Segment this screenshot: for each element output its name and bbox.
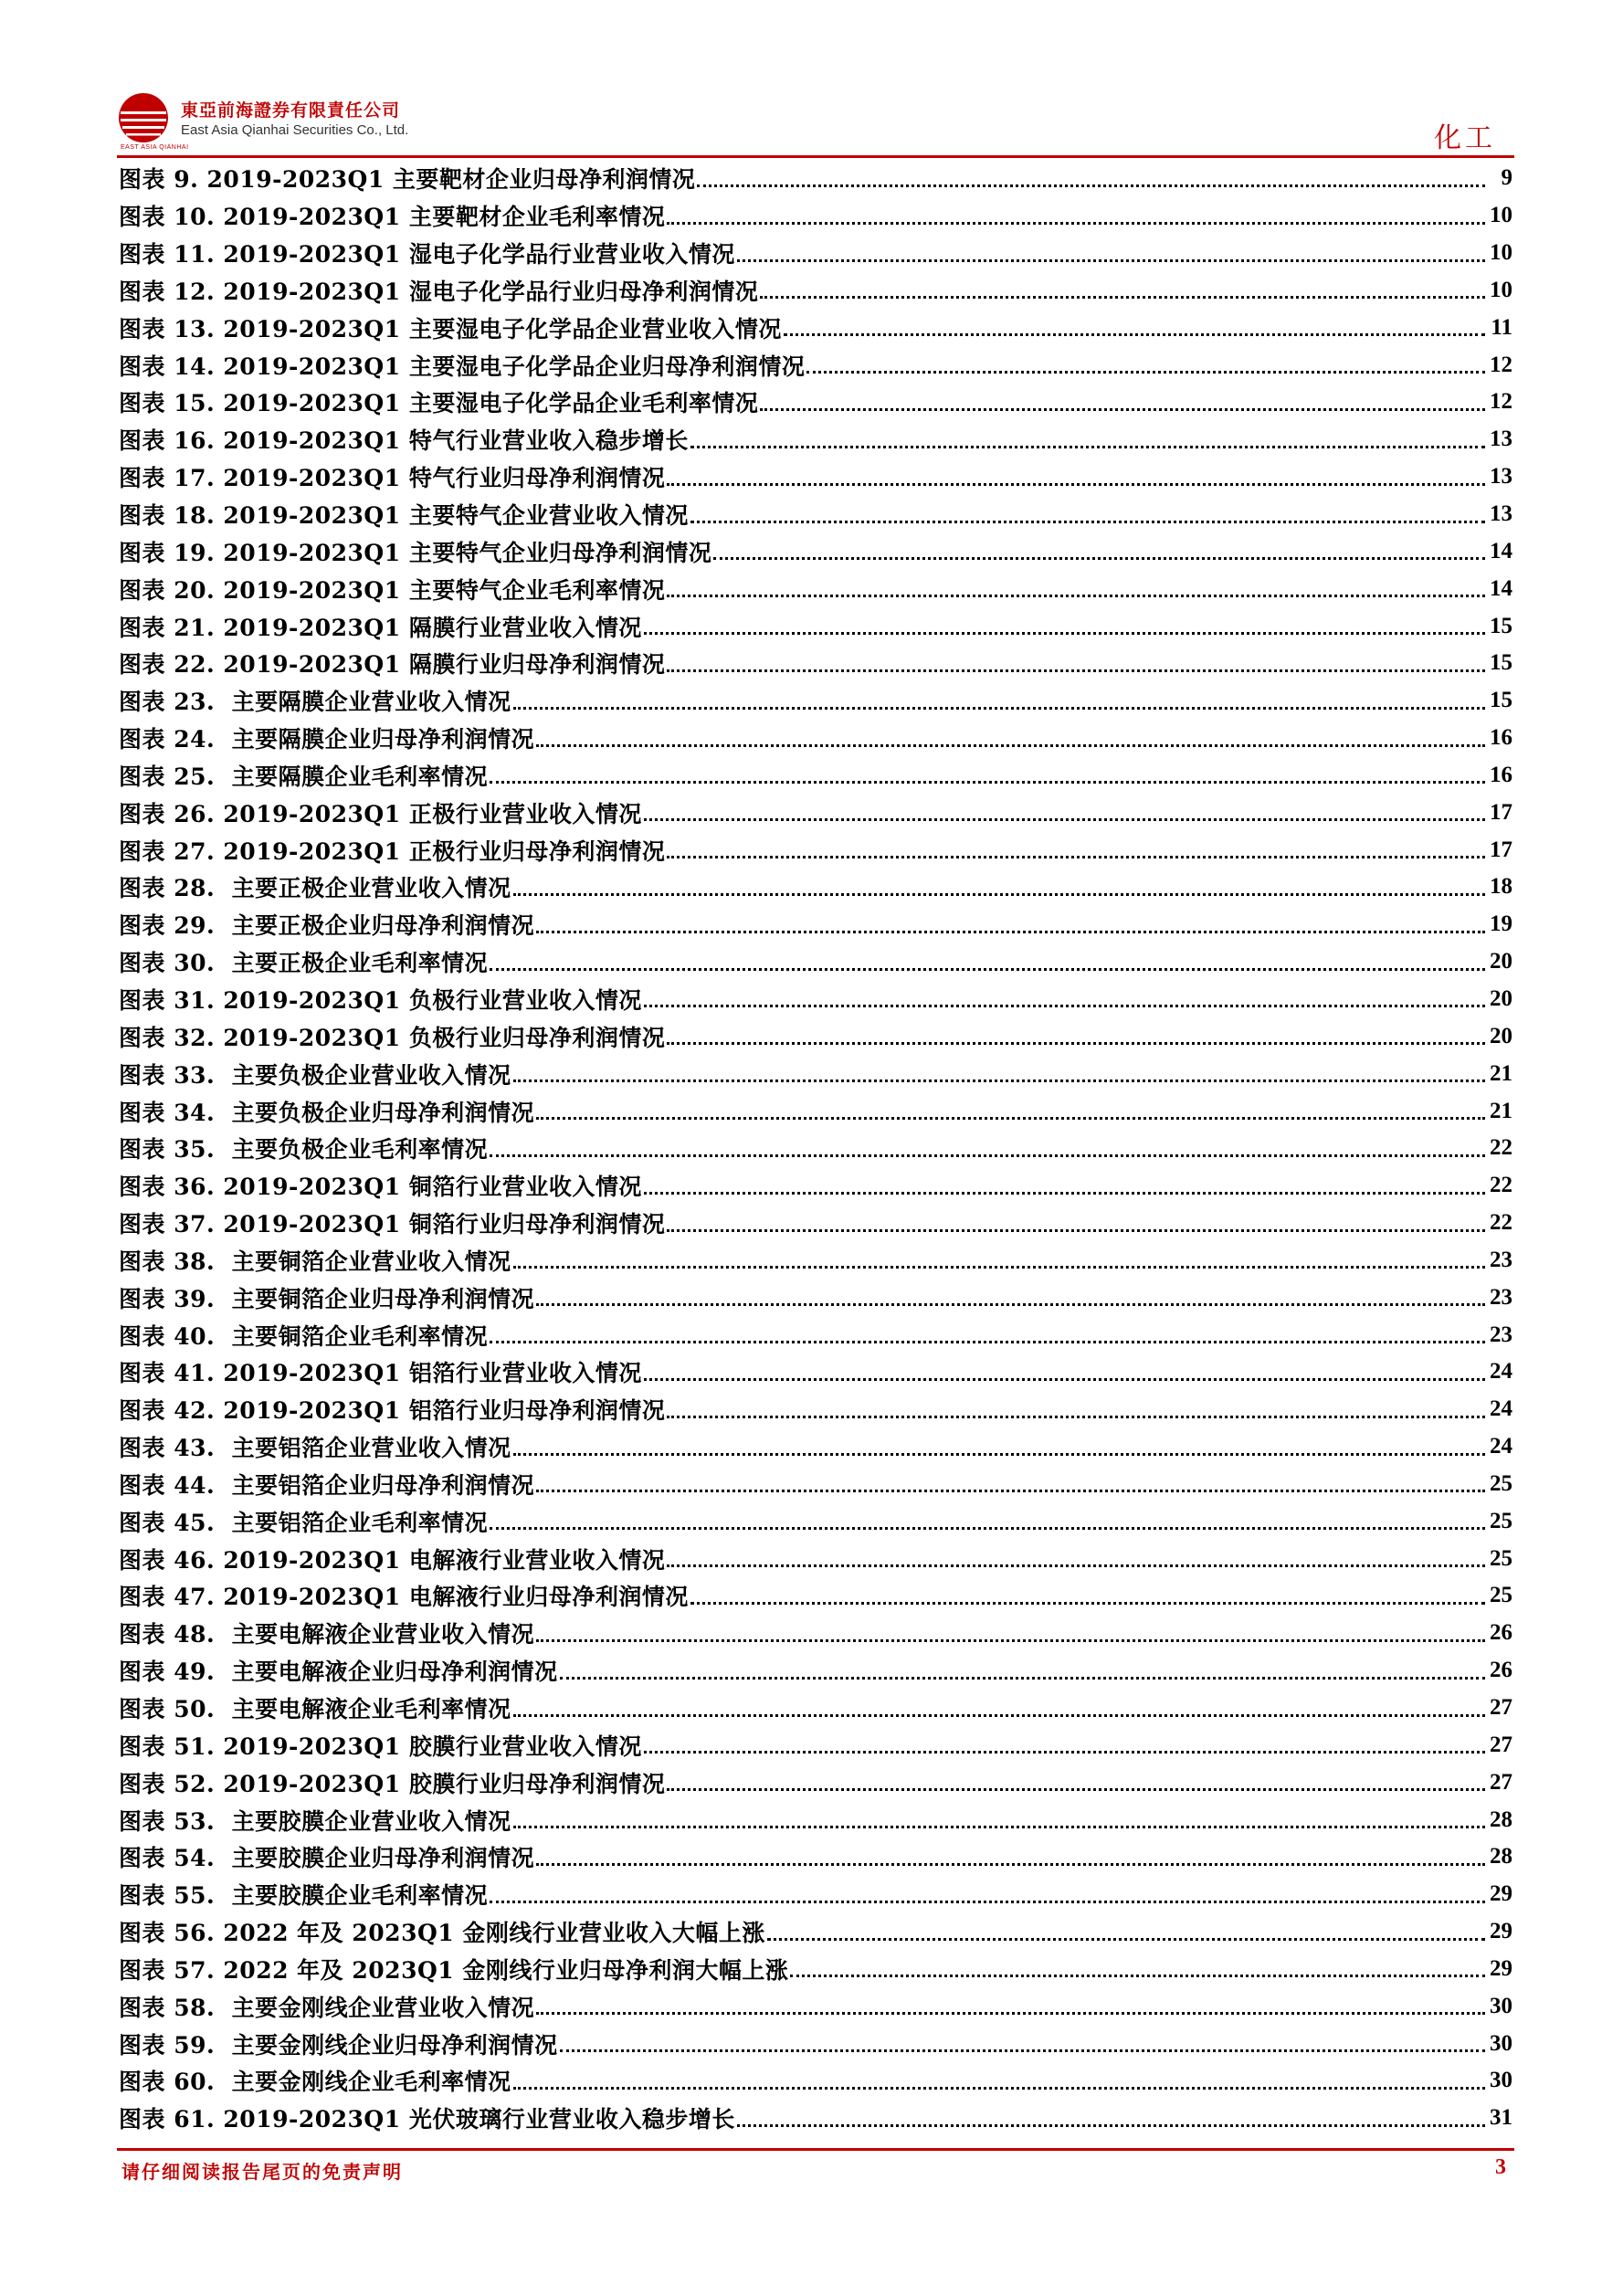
toc-leader-dots bbox=[560, 1677, 1485, 1680]
company-name-en: East Asia Qianhai Securities Co., Ltd. bbox=[181, 122, 409, 138]
toc-entry-page: 28 bbox=[1490, 1844, 1512, 1869]
toc-entry-title: 图表 42. 2019-2023Q1 铝箔行业归母净利润情况 bbox=[119, 1393, 665, 1426]
toc-entry-page: 10 bbox=[1490, 240, 1512, 266]
toc-entry-title: 图表 44. 主要铝箔企业归母净利润情况 bbox=[119, 1468, 534, 1501]
toc-entry-title: 图表 22. 2019-2023Q1 隔膜行业归母净利润情况 bbox=[119, 647, 665, 679]
toc-entry[interactable] bbox=[119, 1726, 1512, 1764]
toc-leader-dots bbox=[513, 707, 1485, 710]
toc-entry-title: 图表 16. 2019-2023Q1 特气行业营业收入稳步增长 bbox=[119, 423, 689, 456]
toc-entry-title: 图表 55. 主要胶膜企业毛利率情况 bbox=[119, 1878, 488, 1911]
toc-leader-dots bbox=[513, 1826, 1485, 1828]
toc-entry[interactable] bbox=[119, 720, 1512, 757]
toc-entry[interactable] bbox=[119, 1466, 1512, 1503]
toc-leader-dots bbox=[490, 781, 1485, 784]
toc-entry-title: 图表 37. 2019-2023Q1 铜箔行业归母净利润情况 bbox=[119, 1206, 665, 1239]
toc-entry-title: 图表 59. 主要金刚线企业归母净利润情况 bbox=[119, 2027, 558, 2060]
toc-entry-page: 29 bbox=[1490, 1881, 1512, 1907]
toc-entry-title: 图表 28. 主要正极企业营业收入情况 bbox=[119, 870, 511, 903]
toc-entry[interactable] bbox=[119, 532, 1512, 570]
toc-entry-page: 30 bbox=[1490, 2068, 1512, 2093]
toc-entry-title: 图表 33. 主要负极企业营业收入情况 bbox=[119, 1058, 511, 1090]
toc-leader-dots bbox=[697, 184, 1485, 187]
toc-entry-title: 图表 48. 主要电解液企业营业收入情况 bbox=[119, 1617, 534, 1649]
toc-entry-title: 图表 27. 2019-2023Q1 正极行业归母净利润情况 bbox=[119, 834, 665, 867]
toc-entry[interactable] bbox=[119, 1764, 1512, 1801]
toc-entry-page: 19 bbox=[1490, 911, 1512, 937]
toc-entry-page: 31 bbox=[1490, 2105, 1512, 2131]
toc-entry-title: 图表 38. 主要铜箔企业营业收入情况 bbox=[119, 1244, 511, 1277]
toc-entry[interactable] bbox=[119, 906, 1512, 943]
toc-entry-page: 20 bbox=[1490, 985, 1512, 1011]
toc-entry-title: 图表 15. 2019-2023Q1 主要湿电子化学品企业毛利率情况 bbox=[119, 385, 758, 418]
toc-entry[interactable] bbox=[119, 1502, 1512, 1540]
toc-leader-dots bbox=[690, 446, 1485, 448]
toc-entry-page: 13 bbox=[1490, 464, 1512, 490]
toc-entry-page: 16 bbox=[1490, 762, 1512, 787]
toc-entry[interactable] bbox=[119, 1391, 1512, 1428]
toc-entry-title: 图表 52. 2019-2023Q1 胶膜行业归母净利润情况 bbox=[119, 1766, 665, 1799]
toc-entry-page: 17 bbox=[1490, 799, 1512, 825]
toc-entry[interactable] bbox=[119, 384, 1512, 421]
toc-entry-title: 图表 17. 2019-2023Q1 特气行业归母净利润情况 bbox=[119, 460, 665, 493]
toc-entry-title: 图表 19. 2019-2023Q1 主要特气企业归母净利润情况 bbox=[119, 535, 711, 568]
toc-leader-dots bbox=[737, 2124, 1485, 2127]
toc-leader-dots bbox=[490, 968, 1485, 971]
toc-leader-dots bbox=[667, 1042, 1485, 1045]
toc-entry-page: 15 bbox=[1490, 613, 1512, 638]
toc-entry-page: 14 bbox=[1490, 575, 1512, 601]
toc-entry-page: 29 bbox=[1490, 1955, 1512, 1981]
toc-entry-title: 图表 41. 2019-2023Q1 铝箔行业营业收入情况 bbox=[119, 1355, 642, 1388]
toc-entry[interactable] bbox=[119, 2025, 1512, 2062]
toc-leader-dots bbox=[513, 1266, 1485, 1269]
toc-entry[interactable] bbox=[119, 1913, 1512, 1951]
toc-leader-dots bbox=[667, 856, 1485, 858]
toc-entry-title: 图表 45. 主要铝箔企业毛利率情况 bbox=[119, 1505, 488, 1538]
toc-entry-page: 12 bbox=[1490, 352, 1512, 377]
toc-entry[interactable] bbox=[119, 1652, 1512, 1690]
toc-entry-page: 15 bbox=[1490, 688, 1512, 713]
toc-entry-title: 图表 50. 主要电解液企业毛利率情况 bbox=[119, 1691, 511, 1724]
toc-entry-title: 图表 57. 2022 年及 2023Q1 金刚线行业归母净利润大幅上涨 bbox=[119, 1953, 788, 1985]
toc-entry-page: 21 bbox=[1490, 1060, 1512, 1086]
toc-leader-dots bbox=[760, 408, 1485, 411]
footer-disclaimer: 请仔细阅读报告尾页的免责声明 bbox=[121, 2161, 403, 2183]
toc-entry-page: 28 bbox=[1490, 1806, 1512, 1832]
toc-entry[interactable] bbox=[119, 1801, 1512, 1838]
toc-entry-page: 23 bbox=[1490, 1322, 1512, 1347]
toc-entry-page: 10 bbox=[1490, 203, 1512, 228]
toc-entry-page: 16 bbox=[1490, 725, 1512, 751]
toc-leader-dots bbox=[644, 632, 1485, 635]
toc-entry[interactable] bbox=[119, 981, 1512, 1018]
toc-leader-dots bbox=[536, 744, 1485, 747]
table-of-figures bbox=[119, 160, 1512, 2137]
toc-leader-dots bbox=[667, 222, 1485, 225]
toc-entry-title: 图表 49. 主要电解液企业归母净利润情况 bbox=[119, 1654, 558, 1687]
toc-entry-title: 图表 43. 主要铝箔企业营业收入情况 bbox=[119, 1430, 511, 1463]
toc-entry-page: 25 bbox=[1490, 1470, 1512, 1496]
toc-leader-dots bbox=[806, 371, 1485, 374]
toc-leader-dots bbox=[536, 2012, 1485, 2015]
toc-leader-dots bbox=[784, 333, 1485, 336]
toc-leader-dots bbox=[760, 296, 1485, 299]
toc-entry-title: 图表 10. 2019-2023Q1 主要靶材企业毛利率情况 bbox=[119, 199, 665, 232]
toc-entry[interactable] bbox=[119, 1615, 1512, 1652]
toc-leader-dots bbox=[536, 1639, 1485, 1642]
toc-leader-dots bbox=[513, 1714, 1485, 1717]
toc-leader-dots bbox=[644, 1005, 1485, 1007]
toc-leader-dots bbox=[536, 1863, 1485, 1866]
toc-entry[interactable] bbox=[119, 1205, 1512, 1242]
toc-entry-page: 10 bbox=[1490, 277, 1512, 302]
toc-entry[interactable] bbox=[119, 1540, 1512, 1577]
toc-entry[interactable] bbox=[119, 869, 1512, 906]
toc-entry[interactable] bbox=[119, 1987, 1512, 2025]
toc-entry-page: 25 bbox=[1490, 1508, 1512, 1533]
toc-entry-page: 13 bbox=[1490, 427, 1512, 452]
toc-entry-title: 图表 46. 2019-2023Q1 电解液行业营业收入情况 bbox=[119, 1543, 665, 1575]
toc-entry-title: 图表 9. 2019-2023Q1 主要靶材企业归母净利润情况 bbox=[119, 162, 695, 195]
toc-leader-dots bbox=[536, 931, 1485, 933]
page-header bbox=[117, 90, 1514, 163]
toc-entry-page: 22 bbox=[1490, 1135, 1512, 1161]
toc-entry-title: 图表 56. 2022 年及 2023Q1 金刚线行业营业收入大幅上涨 bbox=[119, 1915, 765, 1948]
toc-entry-title: 图表 58. 主要金刚线企业营业收入情况 bbox=[119, 1990, 534, 2023]
toc-entry[interactable] bbox=[119, 1279, 1512, 1316]
toc-entry[interactable] bbox=[119, 496, 1512, 533]
footer-divider bbox=[117, 2148, 1514, 2151]
toc-entry-page: 30 bbox=[1490, 1993, 1512, 2018]
toc-entry[interactable] bbox=[119, 831, 1512, 869]
toc-entry[interactable] bbox=[119, 1838, 1512, 1876]
toc-entry-title: 图表 34. 主要负极企业归母净利润情况 bbox=[119, 1095, 534, 1128]
toc-entry-page: 29 bbox=[1490, 1919, 1512, 1944]
toc-entry[interactable] bbox=[119, 1316, 1512, 1353]
toc-entry-page: 26 bbox=[1490, 1620, 1512, 1646]
toc-leader-dots bbox=[767, 1938, 1485, 1941]
toc-entry-title: 图表 13. 2019-2023Q1 主要湿电子化学品企业营业收入情况 bbox=[119, 311, 782, 344]
toc-leader-dots bbox=[667, 595, 1485, 597]
toc-entry-title: 图表 12. 2019-2023Q1 湿电子化学品行业归母净利润情况 bbox=[119, 274, 758, 307]
toc-leader-dots bbox=[513, 893, 1485, 896]
toc-leader-dots bbox=[536, 1490, 1485, 1492]
toc-entry[interactable] bbox=[119, 1130, 1512, 1167]
toc-entry[interactable] bbox=[119, 1353, 1512, 1391]
toc-entry-title: 图表 36. 2019-2023Q1 铜箔行业营业收入情况 bbox=[119, 1169, 642, 1202]
toc-entry-title: 图表 18. 2019-2023Q1 主要特气企业营业收入情况 bbox=[119, 498, 689, 531]
toc-entry-page: 22 bbox=[1490, 1173, 1512, 1198]
toc-entry-page: 17 bbox=[1490, 837, 1512, 862]
toc-entry-page: 25 bbox=[1490, 1545, 1512, 1571]
toc-entry[interactable] bbox=[119, 272, 1512, 310]
toc-entry[interactable] bbox=[119, 421, 1512, 458]
toc-leader-dots bbox=[667, 1788, 1485, 1791]
toc-entry[interactable] bbox=[119, 1017, 1512, 1055]
toc-leader-dots bbox=[667, 1564, 1485, 1567]
toc-entry-page: 23 bbox=[1490, 1247, 1512, 1272]
toc-entry-page: 24 bbox=[1490, 1396, 1512, 1422]
toc-entry[interactable] bbox=[119, 1577, 1512, 1615]
toc-leader-dots bbox=[667, 483, 1485, 486]
toc-leader-dots bbox=[644, 818, 1485, 821]
toc-entry-page: 24 bbox=[1490, 1434, 1512, 1459]
toc-leader-dots bbox=[667, 669, 1485, 672]
toc-entry-page: 15 bbox=[1490, 650, 1512, 676]
page-number: 3 bbox=[1495, 2155, 1506, 2179]
toc-entry[interactable] bbox=[119, 1428, 1512, 1466]
toc-entry-title: 图表 14. 2019-2023Q1 主要湿电子化学品企业归母净利润情况 bbox=[119, 349, 805, 382]
toc-leader-dots bbox=[513, 1080, 1485, 1082]
toc-entry-title: 图表 40. 主要铜箔企业毛利率情况 bbox=[119, 1319, 488, 1352]
toc-entry-title: 图表 32. 2019-2023Q1 负极行业归母净利润情况 bbox=[119, 1020, 665, 1053]
toc-entry[interactable] bbox=[119, 235, 1512, 272]
logo-caption: EAST ASIA QIANHAI bbox=[121, 144, 189, 151]
toc-entry[interactable] bbox=[119, 1055, 1512, 1092]
toc-entry-page: 27 bbox=[1490, 1769, 1512, 1795]
toc-entry[interactable] bbox=[119, 1876, 1512, 1913]
toc-entry[interactable] bbox=[119, 458, 1512, 496]
toc-entry-page: 27 bbox=[1490, 1732, 1512, 1757]
toc-entry-page: 22 bbox=[1490, 1210, 1512, 1236]
toc-entry-page: 21 bbox=[1490, 1098, 1512, 1123]
toc-entry-page: 23 bbox=[1490, 1284, 1512, 1310]
header-divider bbox=[117, 155, 1514, 158]
toc-leader-dots bbox=[737, 259, 1485, 262]
toc-leader-dots bbox=[644, 1192, 1485, 1195]
toc-entry[interactable] bbox=[119, 757, 1512, 795]
toc-entry-title: 图表 47. 2019-2023Q1 电解液行业归母净利润情况 bbox=[119, 1579, 689, 1612]
toc-leader-dots bbox=[690, 521, 1485, 523]
toc-entry-page: 25 bbox=[1490, 1583, 1512, 1608]
toc-leader-dots bbox=[490, 1341, 1485, 1343]
toc-leader-dots bbox=[490, 1527, 1485, 1530]
toc-leader-dots bbox=[713, 557, 1485, 560]
toc-entry[interactable] bbox=[119, 1690, 1512, 1727]
toc-entry[interactable] bbox=[119, 570, 1512, 607]
toc-entry-title: 图表 26. 2019-2023Q1 正极行业营业收入情况 bbox=[119, 796, 642, 829]
company-logo-icon bbox=[117, 91, 170, 144]
toc-leader-dots bbox=[513, 2087, 1485, 2090]
toc-entry-title: 图表 20. 2019-2023Q1 主要特气企业毛利率情况 bbox=[119, 573, 665, 606]
toc-entry-title: 图表 60. 主要金刚线企业毛利率情况 bbox=[119, 2064, 511, 2097]
toc-entry[interactable] bbox=[119, 943, 1512, 981]
toc-entry[interactable] bbox=[119, 682, 1512, 720]
toc-entry-title: 图表 25. 主要隔膜企业毛利率情况 bbox=[119, 759, 488, 792]
toc-entry[interactable] bbox=[119, 1167, 1512, 1205]
toc-leader-dots bbox=[560, 2049, 1485, 2052]
industry-label: 化工 bbox=[1434, 122, 1496, 154]
toc-entry-title: 图表 51. 2019-2023Q1 胶膜行业营业收入情况 bbox=[119, 1729, 642, 1762]
toc-leader-dots bbox=[667, 1229, 1485, 1232]
toc-entry-page: 13 bbox=[1490, 501, 1512, 527]
toc-entry[interactable] bbox=[119, 645, 1512, 682]
toc-leader-dots bbox=[644, 1378, 1485, 1381]
toc-entry[interactable] bbox=[119, 309, 1512, 346]
toc-entry-title: 图表 30. 主要正极企业毛利率情况 bbox=[119, 945, 488, 978]
toc-entry-title: 图表 21. 2019-2023Q1 隔膜行业营业收入情况 bbox=[119, 610, 642, 643]
toc-entry-title: 图表 24. 主要隔膜企业归母净利润情况 bbox=[119, 721, 534, 754]
toc-entry-page: 18 bbox=[1490, 874, 1512, 900]
toc-entry-page: 27 bbox=[1490, 1695, 1512, 1721]
toc-entry-page: 12 bbox=[1490, 389, 1512, 415]
toc-entry[interactable] bbox=[119, 607, 1512, 645]
toc-entry[interactable] bbox=[119, 160, 1512, 197]
toc-entry-page: 24 bbox=[1490, 1359, 1512, 1385]
toc-leader-dots bbox=[536, 1303, 1485, 1306]
toc-leader-dots bbox=[690, 1602, 1485, 1605]
toc-leader-dots bbox=[490, 1901, 1485, 1903]
toc-entry-page: 20 bbox=[1490, 949, 1512, 974]
toc-entry[interactable] bbox=[119, 346, 1512, 384]
toc-entry-page: 30 bbox=[1490, 2030, 1512, 2056]
toc-entry-page: 9 bbox=[1501, 165, 1512, 191]
toc-entry-page: 20 bbox=[1490, 1023, 1512, 1048]
toc-leader-dots bbox=[490, 1154, 1485, 1157]
toc-entry-title: 图表 11. 2019-2023Q1 湿电子化学品行业营业收入情况 bbox=[119, 237, 735, 269]
company-name-cn: 東亞前海證券有限責任公司 bbox=[181, 100, 401, 121]
toc-entry[interactable] bbox=[119, 2062, 1512, 2100]
toc-entry-title: 图表 61. 2019-2023Q1 光伏玻璃行业营业收入稳步增长 bbox=[119, 2101, 735, 2134]
toc-entry-page: 11 bbox=[1491, 314, 1512, 340]
toc-entry-page: 26 bbox=[1490, 1658, 1512, 1683]
toc-leader-dots bbox=[790, 1975, 1485, 1977]
toc-entry-page: 14 bbox=[1490, 538, 1512, 563]
toc-entry[interactable] bbox=[119, 794, 1512, 831]
toc-entry[interactable] bbox=[119, 197, 1512, 235]
toc-entry-title: 图表 31. 2019-2023Q1 负极行业营业收入情况 bbox=[119, 983, 642, 1016]
toc-entry[interactable] bbox=[119, 1241, 1512, 1279]
toc-leader-dots bbox=[513, 1453, 1485, 1456]
toc-leader-dots bbox=[667, 1416, 1485, 1418]
toc-entry-title: 图表 23. 主要隔膜企业营业收入情况 bbox=[119, 684, 511, 717]
toc-entry-title: 图表 53. 主要胶膜企业营业收入情况 bbox=[119, 1804, 511, 1837]
toc-entry[interactable] bbox=[119, 2100, 1512, 2137]
toc-leader-dots bbox=[644, 1751, 1485, 1754]
toc-leader-dots bbox=[536, 1117, 1485, 1120]
toc-entry-title: 图表 35. 主要负极企业毛利率情况 bbox=[119, 1132, 488, 1164]
toc-entry-title: 图表 29. 主要正极企业归母净利润情况 bbox=[119, 908, 534, 941]
toc-entry-title: 图表 54. 主要胶膜企业归母净利润情况 bbox=[119, 1840, 534, 1873]
toc-entry[interactable] bbox=[119, 1951, 1512, 1988]
toc-entry[interactable] bbox=[119, 1092, 1512, 1130]
toc-entry-title: 图表 39. 主要铜箔企业归母净利润情况 bbox=[119, 1281, 534, 1314]
